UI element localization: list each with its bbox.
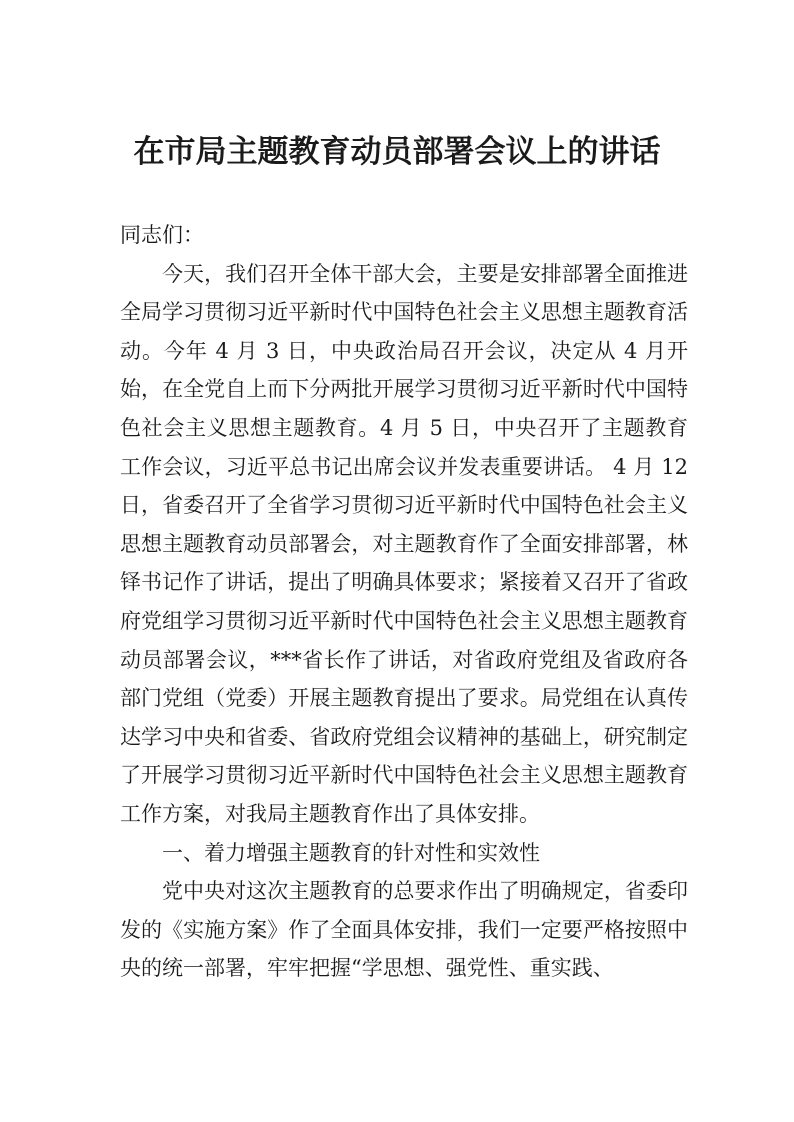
document-title: 在市局主题教育动员部署会议上的讲话 — [133, 134, 661, 170]
document-body — [120, 216, 688, 988]
paragraph-section-1: 党中央对这次主题教育的总要求作出了明确规定，省委印发的《实施方案》作了全面具体安排，我们一定要严格按照中央的统一部署，牢牢把握“学思想、强党性、重实践、 — [120, 879, 688, 981]
salutation: 同志们： — [120, 223, 204, 247]
section-heading-1: 一、着力增强主题教育的针对性和实效性 — [162, 840, 540, 865]
paragraph-intro: 今天，我们召开全体干部大会，主要是安排部署全面推进全局学习贯彻习近平新时代中国特色社会主义思想主题教育活动。今年 4 月 3 日，中央政治局召开会议，决定从 4 月开始，在全党自上而下分两批开展学习贯彻习近平新时代中国特色社会主义思想主题教育。4 月 5 日，中央召开了主题教育工作会议，习近平总书记出席会议并发表重要讲话。 4 月 12 日，省委召开了全省学习贯彻习近平新时代中国特色社会主义思想主题教育动员部署会，对主题教育作了全面安排部署，林铎书记作了讲话，提出了明确具体要求；紧接着又召开了省政府党组学习贯彻习近平新时代中国特色社会主义思想主题教育动员部署会议，***省长作了讲话，对省政府党组及省政府各部门党组（党委）开展主题教育提出了要求。局党组在认真传达学习中央和省委、省政府党组会议精神的基础上，研究制定了开展学习贯彻习近平新时代中国特色社会主义思想主题教育工作方案，对我局主题教育作出了具体安排。 — [120, 261, 688, 826]
